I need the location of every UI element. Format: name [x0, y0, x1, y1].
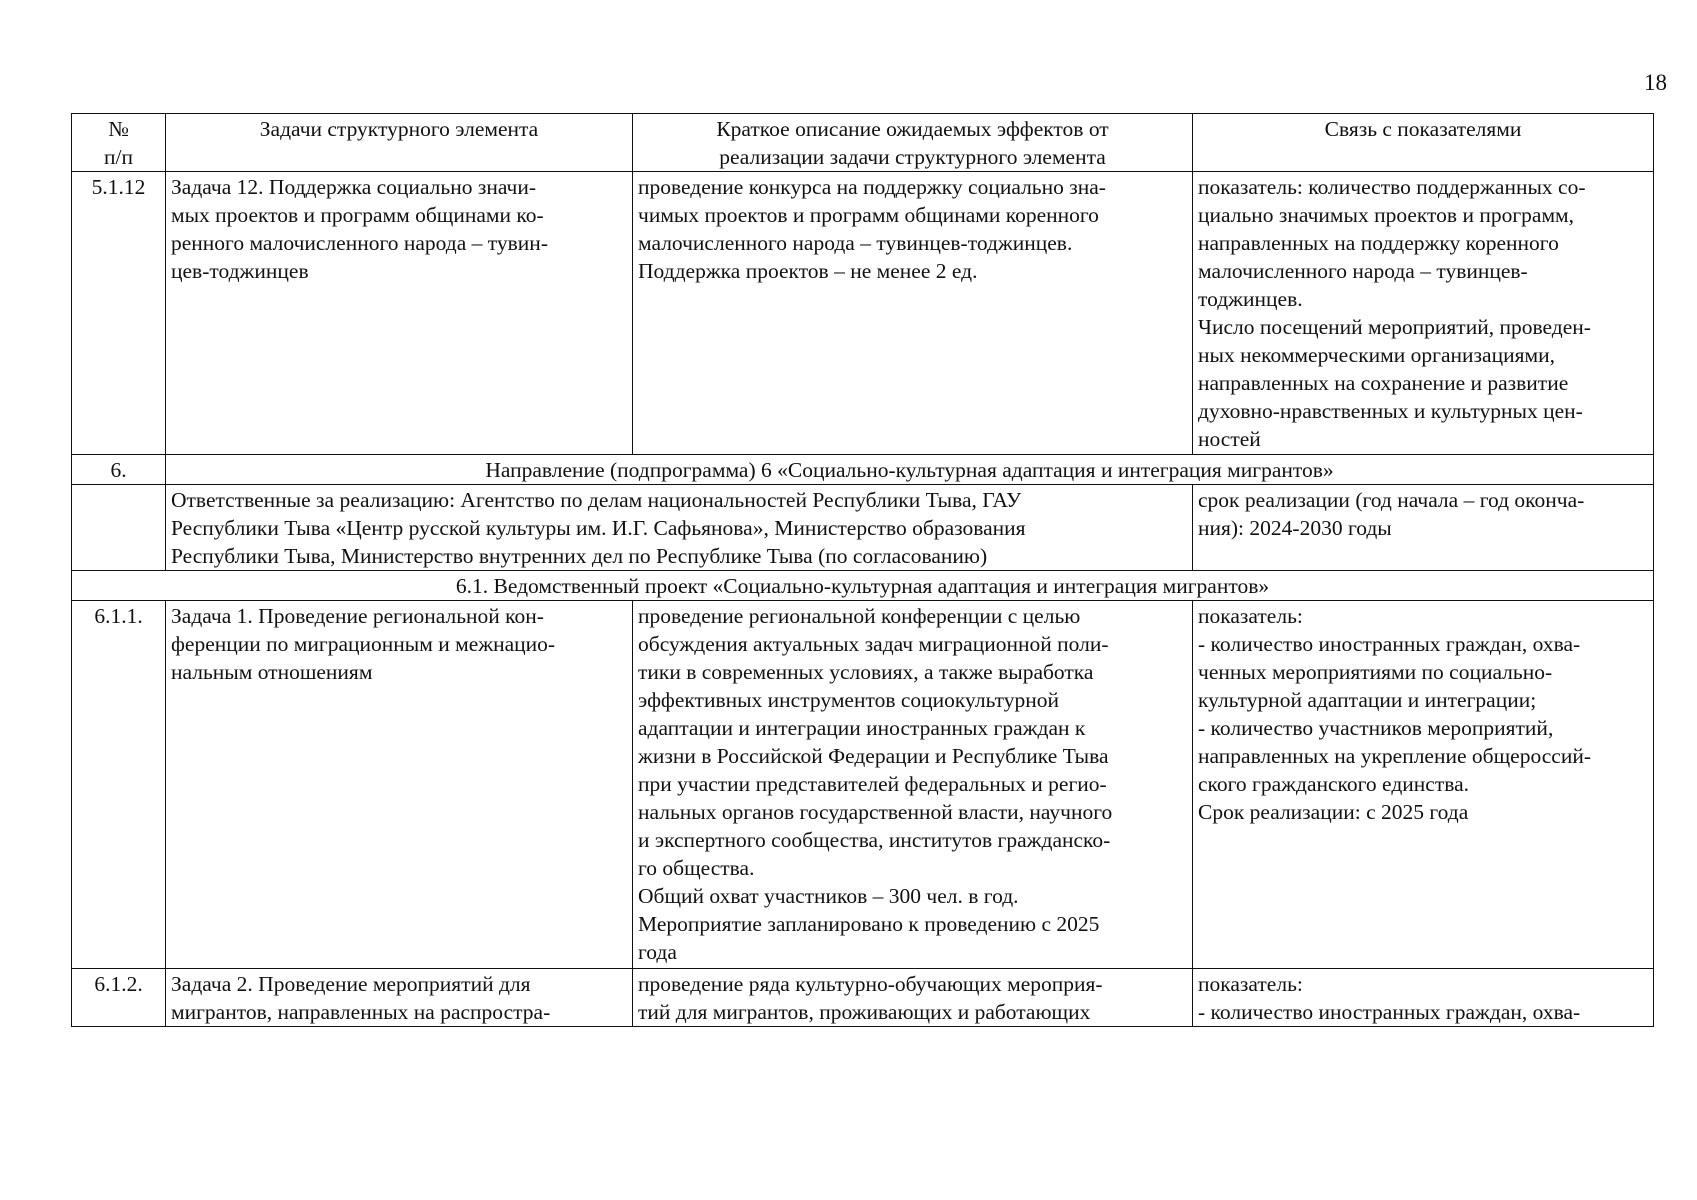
subsection-row [72, 571, 1654, 601]
table-header-row [72, 114, 1654, 172]
header-links: Связь с показателями [1193, 114, 1654, 172]
responsible-text: Ответственные за реализацию: Агентство по делам национальностей Республики Тыва, ГАУ Республики Тыва «Центр русской культуры им. И.Г. Сафьянова», Министерство образования Республики Тыва, Министерство внутренних дел по Республике Тыва (по согласованию) [166, 485, 1193, 571]
empty-number-cell [72, 485, 166, 571]
task-cell: Задача 1. Проведение региональной кон- ференции по миграционным и межнацио- нальным отношениям [166, 601, 633, 969]
section-number: 6. [72, 455, 166, 485]
table-row [72, 601, 1654, 969]
row-number: 6.1.1. [72, 601, 166, 969]
implementation-period: срок реализации (год начала – год оконча- ния): 2024-2030 годы [1193, 485, 1654, 571]
page-number: 18 [1644, 70, 1667, 95]
section-title: Направление (подпрограмма) 6 «Социально-культурная адаптация и интеграция мигрантов» [166, 455, 1654, 485]
task-cell: Задача 12. Поддержка социально значи- мых проектов и программ общинами ко- ренного малочисленного народа – тувин- цев-тоджинцев [166, 172, 633, 455]
row-number: 5.1.12 [72, 172, 166, 455]
subsection-title: 6.1. Ведомственный проект «Социально-культурная адаптация и интеграция мигрантов» [72, 571, 1654, 601]
effect-cell: проведение конкурса на поддержку социально зна- чимых проектов и программ общинами коренного малочисленного народа – тувинцев-тоджинцев. Поддержка проектов – не менее 2 ед. [633, 172, 1193, 455]
indicator-cell: показатель: - количество иностранных граждан, охва- ченных мероприятиями по социально- культурной адаптации и интеграции; - количество участников мероприятий, направленных на укрепление общероссий- ского гражданского единства. Срок реализации: с 2025 года [1193, 601, 1654, 969]
header-number: № п/п [72, 114, 166, 172]
effect-cell: проведение региональной конференции с целью обсуждения актуальных задач миграционной поли- тики в современных условиях, а также выработка эффективных инструментов социокультурной адаптации и интеграции иностранных граждан к жизни в Российской Федерации и Республике Тыва при участии представителей федеральных и регио- нальных органов государственной власти, научного и экспертного сообщества, институтов гражданско- го общества. Общий охват участников – 300 чел. в год. Мероприятие запланировано к проведению с 2025 года [633, 601, 1193, 969]
table-row [72, 172, 1654, 455]
effect-cell: проведение ряда культурно-обучающих мероприя- тий для мигрантов, проживающих и работающих [633, 969, 1193, 1027]
table-row [72, 969, 1654, 1027]
indicator-cell: показатель: - количество иностранных граждан, охва- [1193, 969, 1654, 1027]
task-cell: Задача 2. Проведение мероприятий для мигрантов, направленных на распростра- [166, 969, 633, 1027]
header-effects: Краткое описание ожидаемых эффектов от реализации задачи структурного элемента [633, 114, 1193, 172]
indicator-cell: показатель: количество поддержанных со- циально значимых проектов и программ, направленных на поддержку коренного малочисленного народа – тувинцев- тоджинцев. Число посещений мероприятий, проведен- ных некоммерческими организациями, направленных на сохранение и развитие духовно-нравственных и культурных цен- ностей [1193, 172, 1654, 455]
section-row [72, 455, 1654, 485]
responsible-row [72, 485, 1654, 571]
program-table [71, 113, 1654, 1027]
header-tasks: Задачи структурного элемента [166, 114, 633, 172]
row-number: 6.1.2. [72, 969, 166, 1027]
